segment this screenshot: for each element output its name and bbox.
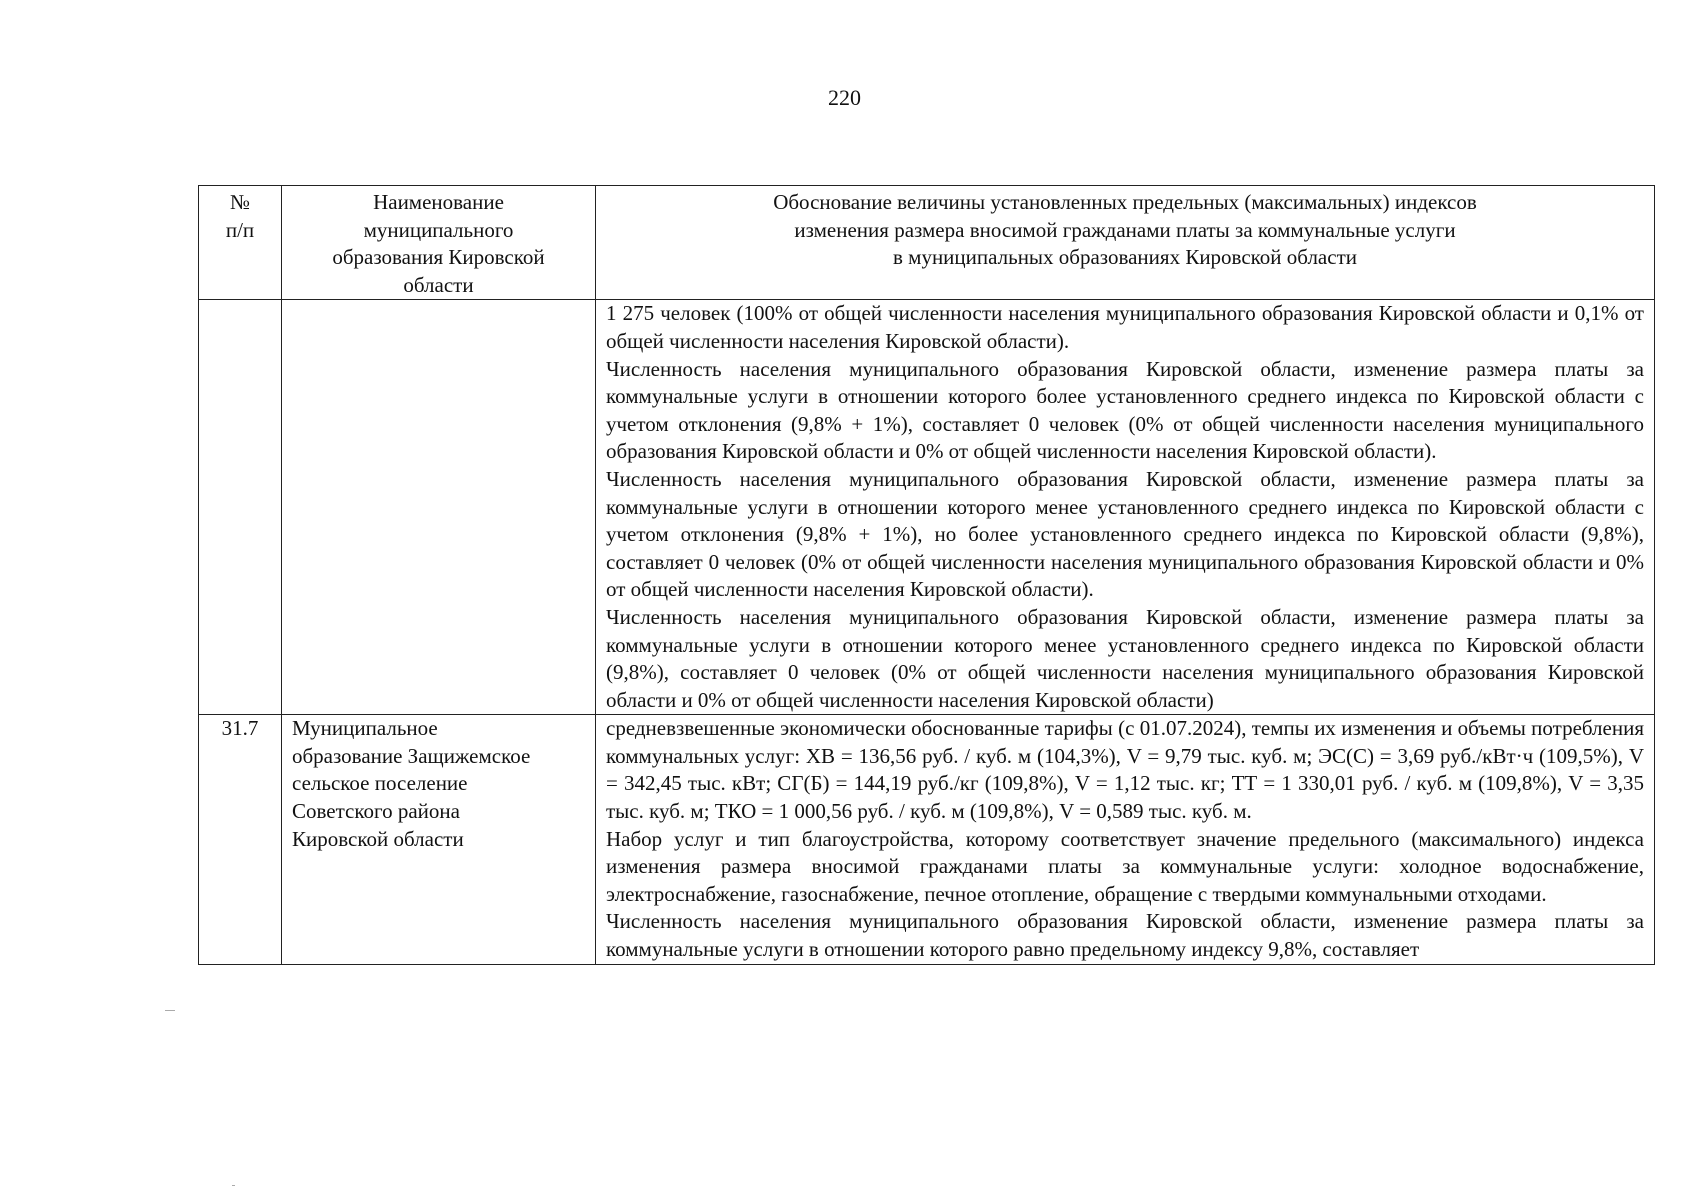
row-justification (596, 715, 1655, 964)
header-name-line: образования Кировской (332, 245, 545, 270)
header-name-line: муниципального (363, 217, 514, 242)
scan-artifact-mark (232, 1185, 235, 1186)
justification-paragraph: Численность населения муниципального образования Кировской области, изменение размера платы за коммунальные услуги в отношении которого менее установленного среднего индекса по Кировской области с учетом отклонения (9,8% + 1%), но более установленного среднего индекса по Кировской области (9,8%), составляет 0 человек (0% от общей численности населения муниципального образования Кировской области и 0% от общей численности населения Кировской области). (606, 466, 1644, 602)
row-number (199, 300, 282, 715)
header-justification-line: в муниципальных образованиях Кировской области (892, 245, 1357, 270)
row-municipality-name (282, 300, 596, 715)
municipality-name-line: сельское поселение (292, 771, 468, 796)
header-number (199, 186, 282, 300)
row-justification (596, 300, 1655, 715)
justification-paragraph: Численность населения муниципального образования Кировской области, изменение размера платы за коммунальные услуги в отношении которого менее установленного среднего индекса по Кировской области (9,8%), составляет 0 человек (0% от общей численности населения муниципального образования Кировской области и 0% от общей численности населения Кировской области) (606, 604, 1644, 712)
municipality-name-line: Муниципальное (292, 716, 438, 741)
table-header-row (199, 186, 1655, 300)
header-name-line: Наименование (373, 190, 504, 214)
table-row (199, 715, 1655, 964)
justification-paragraph: средневзвешенные экономически обоснованные тарифы (с 01.07.2024), темпы их изменения и объемы потребления коммунальных услуг: ХВ = 136,56 руб. / куб. м (104,3%), V = 9,79 тыс. куб. м; ЭС(С) = 3,69 руб./кВт·ч (109,5%), V = 342,45 тыс. кВт; СГ(Б) = 144,19 руб./кг (109,8%), V = 1,12 тыс. кг; ТТ = 1 330,01 руб. / куб. м (109,8%), V = 3,35 тыс. куб. м; ТКО = 1 000,56 руб. / куб. м (109,8%), V = 0,589 тыс. куб. м. (606, 716, 1644, 824)
index-justification-table (198, 185, 1655, 965)
table-row (199, 300, 1655, 715)
municipality-name-line: Советского района (292, 799, 460, 824)
row-number: 31.7 (199, 715, 282, 964)
justification-paragraph: Численность населения муниципального образования Кировской области, изменение размера платы за коммунальные услуги в отношении которого более установленного среднего индекса по Кировской области с учетом отклонения (9,8% + 1%), составляет 0 человек (0% от общей численности населения муниципального образования Кировской области и 0% от общей численности населения Кировской области). (606, 356, 1644, 464)
justification-paragraph: Набор услуг и тип благоустройства, которому соответствует значение предельного (максимального) индекса изменения размера вносимой гражданами платы за коммунальные услуги: холодное водоснабжение, электроснабжение, газоснабжение, печное отопление, обращение с твердыми коммунальными отходами. (606, 826, 1644, 906)
row-municipality-name (282, 715, 596, 964)
municipality-name-line: Кировской области (292, 826, 464, 851)
municipality-name-line: образование Защижемское (292, 743, 531, 768)
header-number-line: п/п (225, 217, 255, 242)
justification-paragraph: Численность населения муниципального образования Кировской области, изменение размера платы за коммунальные услуги в отношении которого равно предельному индексу 9,8%, составляет (606, 909, 1644, 962)
header-number-line: № (229, 190, 251, 214)
page-number: 220 (828, 85, 861, 110)
scan-artifact-mark (165, 1010, 175, 1011)
header-municipality-name (282, 186, 596, 300)
header-justification (596, 186, 1655, 300)
header-justification-line: Обоснование величины установленных предельных (максимальных) индексов (773, 190, 1477, 214)
header-name-line: области (403, 272, 474, 297)
justification-paragraph: 1 275 человек (100% от общей численности населения муниципального образования Кировской области и 0,1% от общей численности населения Кировской области). (606, 301, 1644, 353)
header-justification-line: изменения размера вносимой гражданами платы за коммунальные услуги (794, 217, 1456, 242)
